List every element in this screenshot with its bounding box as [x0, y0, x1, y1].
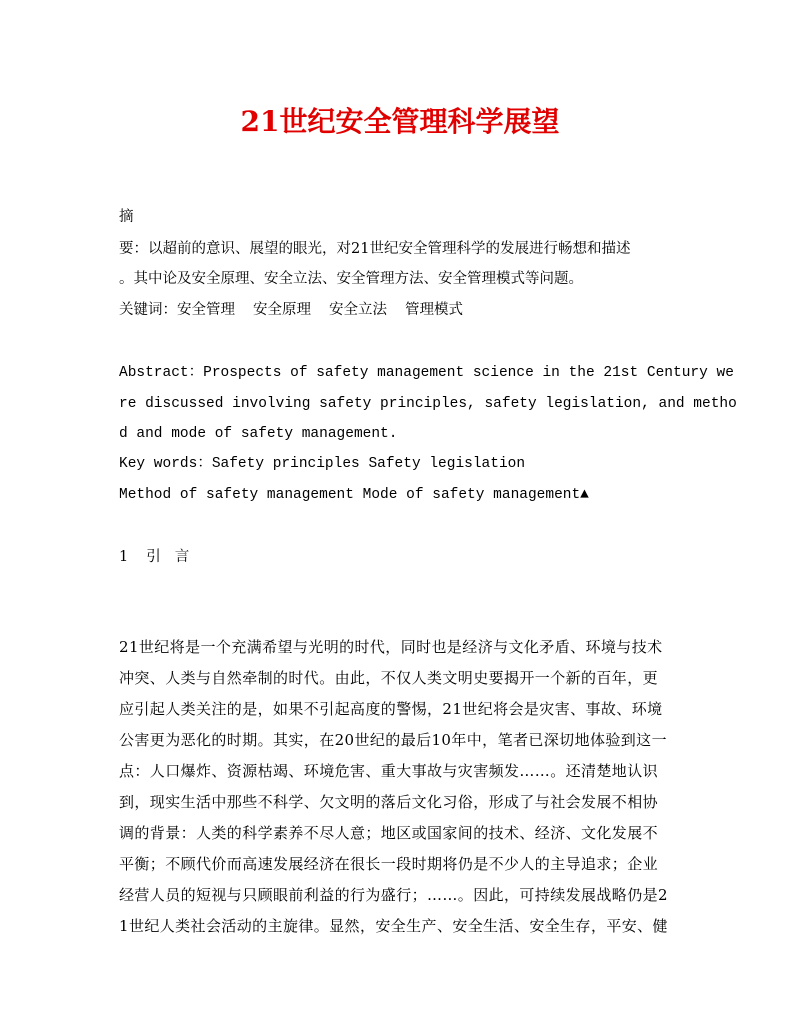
- abstract-cn-line-1: 要：以超前的意识、展望的眼光，对21世纪安全管理科学的发展进行畅想和描述: [119, 241, 631, 257]
- abstract-en-line-3: d and mode of safety management.: [119, 426, 398, 442]
- keyword-cn-item: 管理模式: [405, 302, 463, 318]
- section-number: 1: [119, 549, 129, 565]
- section-title: 引言: [146, 549, 204, 565]
- keywords-cn-label: 关键词：: [119, 302, 177, 318]
- keywords-cn: [119, 299, 463, 321]
- body-line: 点：人口爆炸、资源枯竭、环境危害、重大事故与灾害频发……。还清楚地认识: [119, 762, 659, 780]
- body-line: 经营人员的短视与只顾眼前利益的行为盛行；……。因此，可持续发展战略仍是2: [119, 886, 668, 904]
- abstract-en-line-1: Abstract：Prospects of safety management science in the 21st Century we: [119, 365, 734, 381]
- keyword-cn-item: 安全立法: [329, 302, 387, 318]
- section-heading: [119, 546, 203, 568]
- keyword-cn-item: 安全管理: [177, 302, 235, 318]
- body-line: 21世纪将是一个充满希望与光明的时代，同时也是经济与文化矛盾、环境与技术: [119, 638, 663, 656]
- keywords-en-line-1: Key words：Safety principles Safety legislation: [119, 456, 526, 472]
- body-line: 1世纪人类社会活动的主旋律。显然，安全生产、安全生活、安全生存，平安、健: [119, 917, 668, 935]
- body-line: 冲突、人类与自然牵制的时代。由此，不仅人类文明史要揭开一个新的百年，更: [119, 669, 659, 687]
- abstract-en-line-2: re discussed involving safety principles, safety legislation, and metho: [119, 396, 737, 412]
- keywords-en-line-2: Method of safety management Mode of safety management▲: [119, 487, 589, 503]
- body-line: 公害更为恶化的时期。其实，在20世纪的最后10年中，笔者已深切地体验到这一: [119, 731, 667, 749]
- keyword-cn-item: 安全原理: [253, 302, 311, 318]
- abstract-cn-line-2: 。其中论及安全原理、安全立法、安全管理方法、安全管理模式等问题。: [119, 271, 583, 287]
- document-title: 21世纪安全管理科学展望: [240, 105, 560, 138]
- abstract-cn-label: 摘: [119, 209, 134, 225]
- body-line: 平衡；不顾代价而高速发展经济在很长一段时期将仍是不少人的主导追求；企业: [119, 855, 659, 873]
- body-line: 应引起人类关注的是，如果不引起高度的警惕，21世纪将会是灾害、事故、环境: [119, 700, 663, 718]
- body-line: 到，现实生活中那些不科学、欠文明的落后文化习俗，形成了与社会发展不相协: [119, 793, 659, 811]
- body-line: 调的背景：人类的科学素养不尽人意；地区或国家间的技术、经济、文化发展不: [119, 824, 659, 842]
